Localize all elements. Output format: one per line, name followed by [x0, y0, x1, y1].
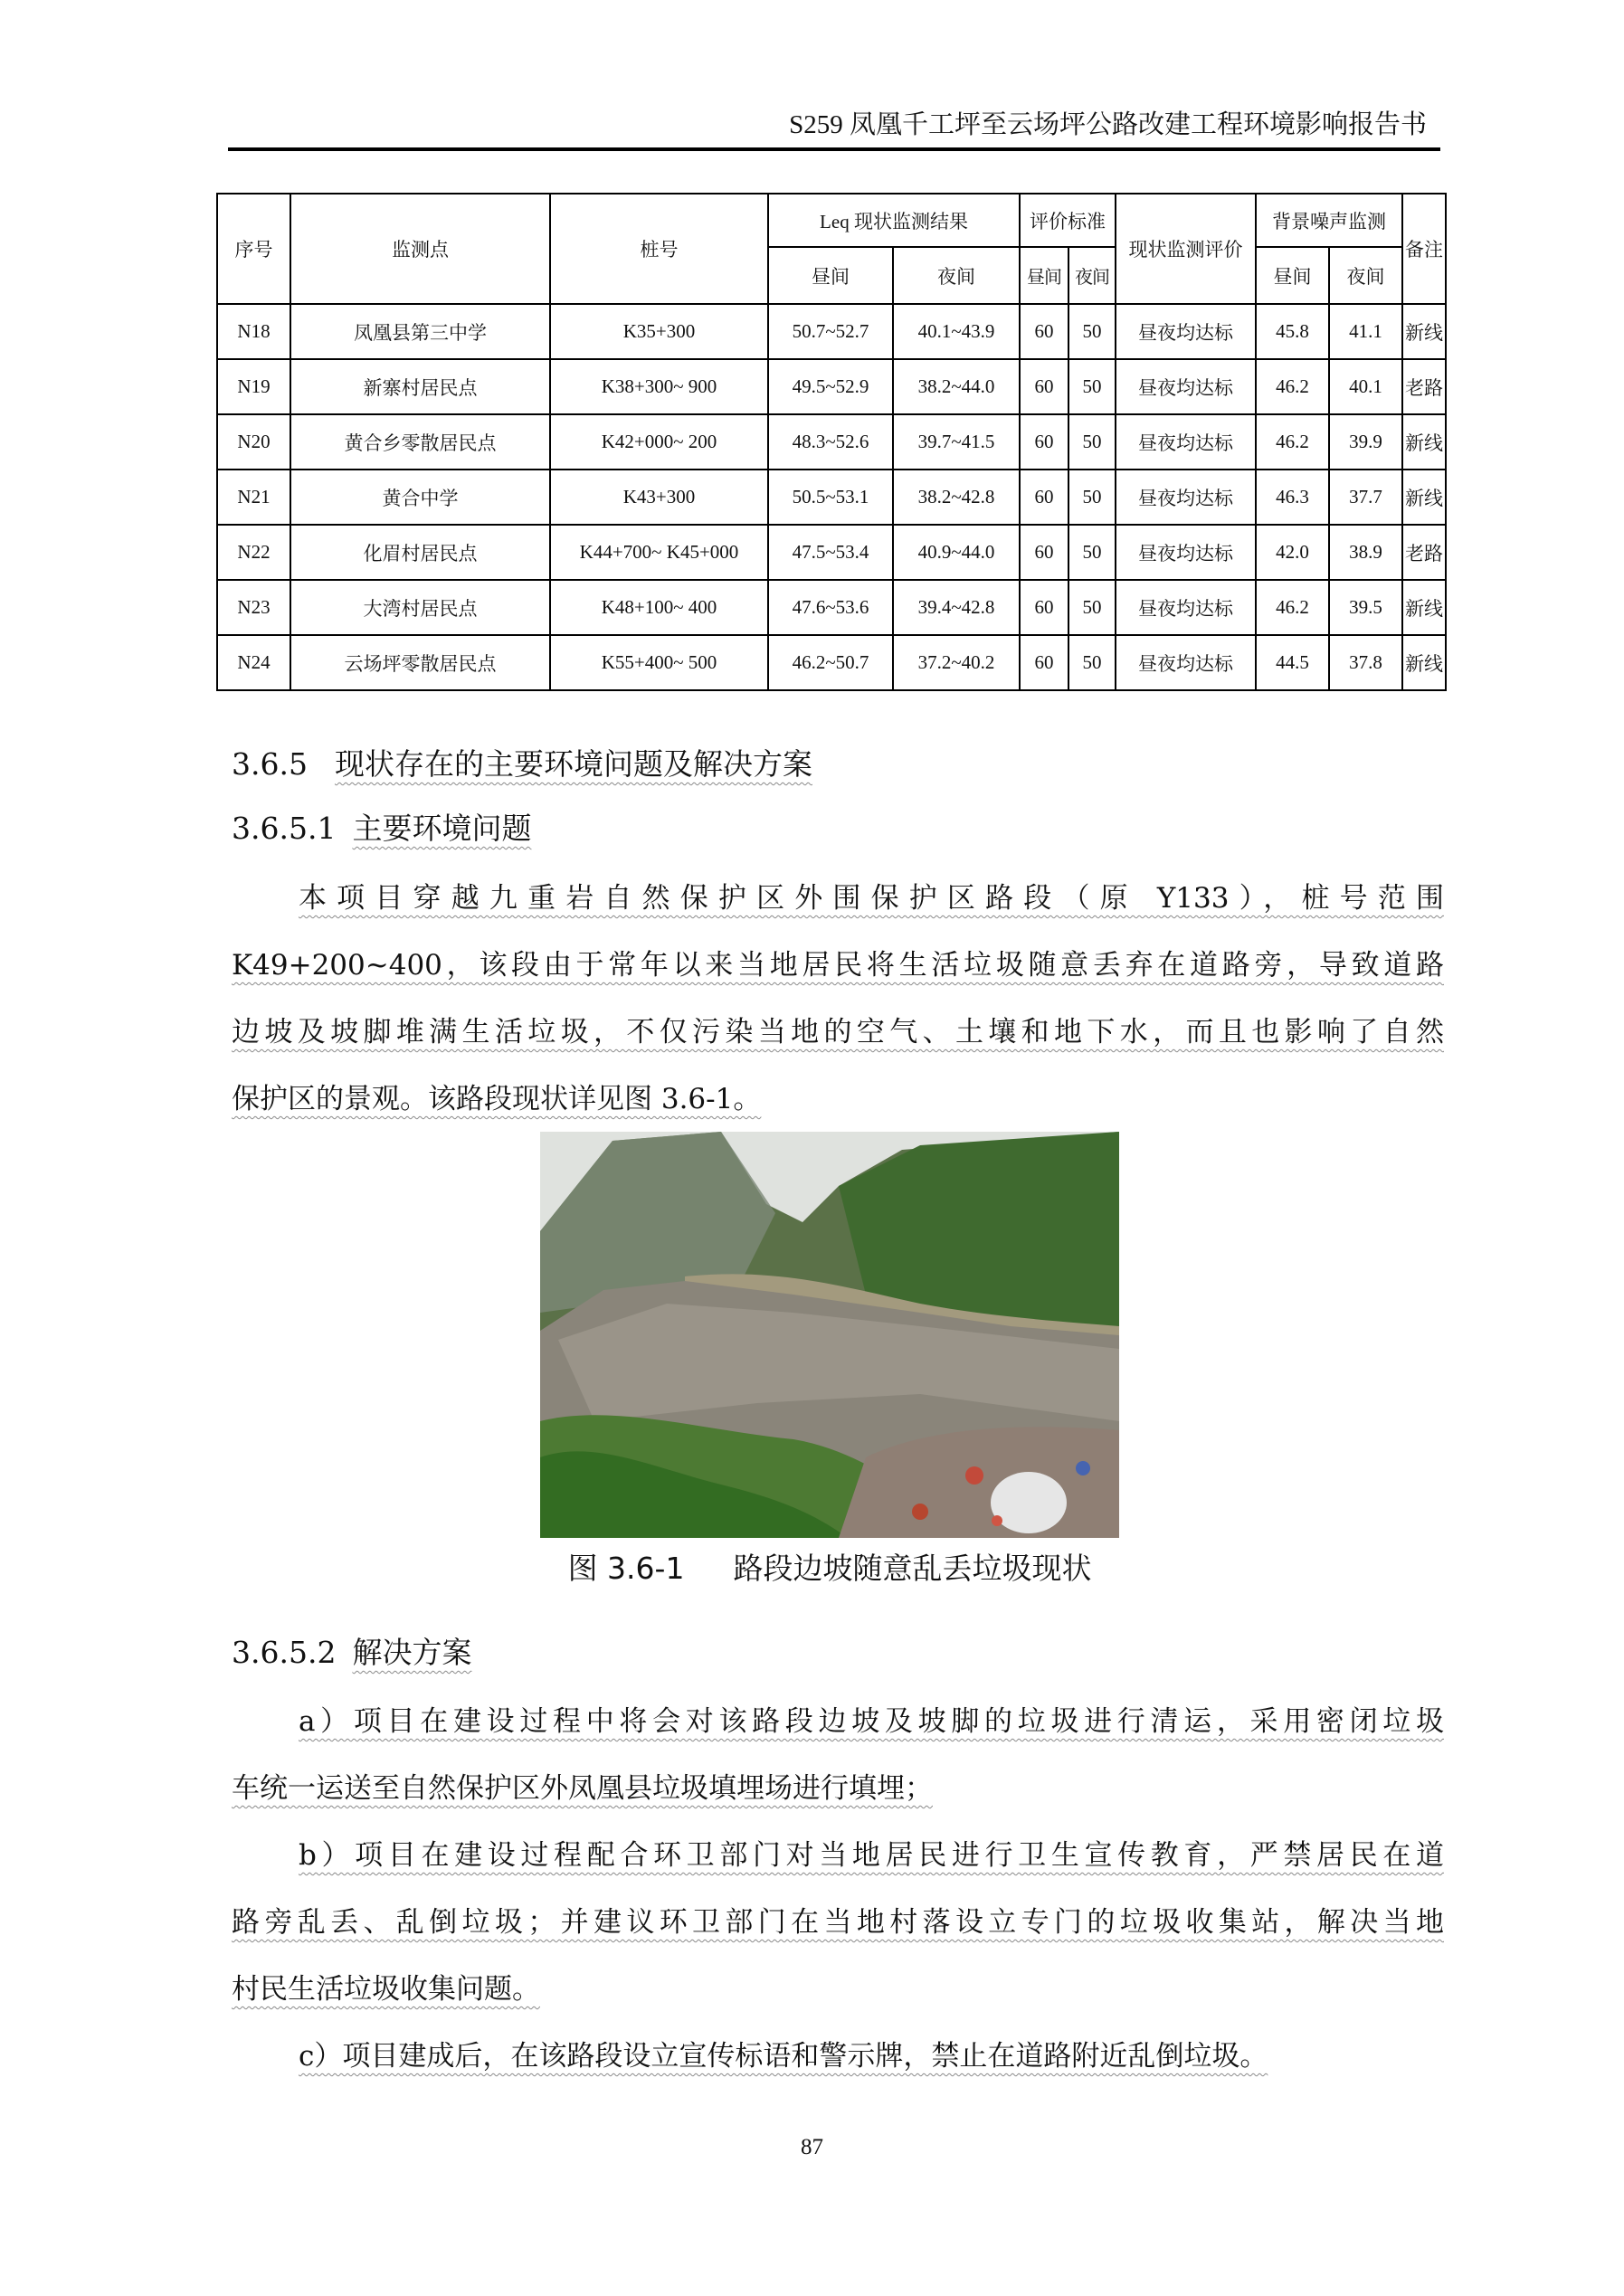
cell-std-day: 60 — [1020, 414, 1068, 470]
subsection-number: 3.6.5.1 — [232, 811, 337, 846]
cell-stake: K55+400~ 500 — [550, 635, 768, 690]
cell-std-night: 50 — [1068, 414, 1116, 470]
document-header-title: S259 凤凰千工坪至云场坪公路改建工程环境影响报告书 — [789, 110, 1427, 139]
cell-bg-day: 46.2 — [1256, 414, 1329, 470]
cell-stake: K44+700~ K45+000 — [550, 525, 768, 580]
cell-bg-day: 46.3 — [1256, 470, 1329, 525]
cell-std-night: 50 — [1068, 525, 1116, 580]
cell-remark: 老路 — [1402, 359, 1446, 414]
subheader-bg-day: 昼间 — [1256, 247, 1329, 304]
cell-point: 黄合中学 — [290, 470, 550, 525]
cell-stake: K38+300~ 900 — [550, 359, 768, 414]
cell-std-night: 50 — [1068, 580, 1116, 635]
cell-bg-night: 37.8 — [1329, 635, 1402, 690]
cell-bg-night: 40.1 — [1329, 359, 1402, 414]
header-rule — [228, 147, 1440, 151]
col-header-leq: Leq 现状监测结果 — [768, 194, 1020, 247]
cell-bg-night: 41.1 — [1329, 304, 1402, 359]
cell-bg-day: 46.2 — [1256, 359, 1329, 414]
noise-monitoring-table — [216, 193, 1447, 691]
cell-eval: 昼夜均达标 — [1116, 580, 1256, 635]
cell-id: N22 — [217, 525, 290, 580]
figure-caption — [540, 1549, 1119, 1589]
paragraph-main-problem — [232, 865, 1444, 1133]
cell-std-night: 50 — [1068, 635, 1116, 690]
cell-point: 云场坪零散居民点 — [290, 635, 550, 690]
cell-remark: 新线 — [1402, 470, 1446, 525]
cell-leq-day: 50.5~53.1 — [768, 470, 893, 525]
paragraph-line: 车统一运送至自然保护区外凤凰县垃圾填埋场进行填埋； — [232, 1772, 933, 1805]
cell-id: N19 — [217, 359, 290, 414]
col-header-standard: 评价标准 — [1020, 194, 1116, 247]
section-heading-3-6-5-2 — [232, 1633, 1444, 1673]
cell-point: 大湾村居民点 — [290, 580, 550, 635]
cell-leq-day: 46.2~50.7 — [768, 635, 893, 690]
cell-leq-night: 38.2~42.8 — [893, 470, 1020, 525]
solution-item-a — [232, 1688, 1444, 1822]
cell-leq-day: 49.5~52.9 — [768, 359, 893, 414]
cell-std-day: 60 — [1020, 525, 1068, 580]
figure-number: 图 3.6-1 — [567, 1551, 685, 1586]
paragraph-line: 边坡及坡脚堆满生活垃圾，不仅污染当地的空气、土壤和地下水，而且也影响了自然 — [232, 1016, 1444, 1048]
subsection-title: 主要环境问题 — [352, 811, 532, 846]
cell-bg-day: 46.2 — [1256, 580, 1329, 635]
subheader-leq-day: 昼间 — [768, 247, 893, 304]
cell-id: N23 — [217, 580, 290, 635]
subheader-bg-night: 夜间 — [1329, 247, 1402, 304]
paragraph-line: K49+200~400，该段由于常年以来当地居民将生活垃圾随意丢弃在道路旁，导致道路 — [232, 949, 1444, 982]
cell-remark: 新线 — [1402, 414, 1446, 470]
subheader-std-day: 昼间 — [1020, 247, 1068, 304]
cell-id: N18 — [217, 304, 290, 359]
cell-leq-night: 37.2~40.2 — [893, 635, 1020, 690]
table-row — [217, 525, 1446, 580]
paragraph-line: 保护区的景观。该路段现状详见图 3.6-1。 — [232, 1083, 762, 1115]
cell-leq-night: 40.1~43.9 — [893, 304, 1020, 359]
cell-id: N21 — [217, 470, 290, 525]
subsection-number: 3.6.5.2 — [232, 1635, 337, 1670]
cell-leq-night: 39.7~41.5 — [893, 414, 1020, 470]
col-header-seq: 序号 — [217, 194, 290, 304]
section-title: 现状存在的主要环境问题及解决方案 — [334, 746, 812, 782]
cell-eval: 昼夜均达标 — [1116, 635, 1256, 690]
cell-std-day: 60 — [1020, 359, 1068, 414]
paragraph-line: 村民生活垃圾收集问题。 — [232, 1973, 540, 2006]
cell-leq-night: 39.4~42.8 — [893, 580, 1020, 635]
cell-point: 凤凰县第三中学 — [290, 304, 550, 359]
cell-id: N20 — [217, 414, 290, 470]
cell-bg-night: 39.5 — [1329, 580, 1402, 635]
cell-std-night: 50 — [1068, 304, 1116, 359]
cell-id: N24 — [217, 635, 290, 690]
paragraph-line: a）项目在建设过程中将会对该路段边坡及坡脚的垃圾进行清运，采用密闭垃圾 — [299, 1705, 1444, 1738]
cell-eval: 昼夜均达标 — [1116, 525, 1256, 580]
cell-leq-day: 47.6~53.6 — [768, 580, 893, 635]
cell-bg-day: 42.0 — [1256, 525, 1329, 580]
col-header-background: 背景噪声监测 — [1256, 194, 1402, 247]
figure-title: 路段边坡随意乱丢垃圾现状 — [733, 1551, 1092, 1586]
cell-std-day: 60 — [1020, 470, 1068, 525]
subsection-title: 解决方案 — [352, 1635, 472, 1670]
cell-stake: K43+300 — [550, 470, 768, 525]
table-header-row — [217, 194, 1446, 247]
cell-point: 新寨村居民点 — [290, 359, 550, 414]
cell-leq-day: 47.5~53.4 — [768, 525, 893, 580]
figure-photo-roadside-garbage — [540, 1132, 1119, 1538]
cell-eval: 昼夜均达标 — [1116, 470, 1256, 525]
paragraph-line: 路旁乱丢、乱倒垃圾；并建议环卫部门在当地村落设立专门的垃圾收集站，解决当地 — [232, 1906, 1444, 1939]
cell-stake: K42+000~ 200 — [550, 414, 768, 470]
cell-std-night: 50 — [1068, 470, 1116, 525]
paragraph-line: c）项目建成后，在该路段设立宣传标语和警示牌，禁止在道路附近乱倒垃圾。 — [299, 2040, 1268, 2073]
solution-item-c — [232, 2023, 1444, 2090]
table-row — [217, 470, 1446, 525]
cell-eval: 昼夜均达标 — [1116, 359, 1256, 414]
cell-point: 黄合乡零散居民点 — [290, 414, 550, 470]
paragraph-line: b）项目在建设过程配合环卫部门对当地居民进行卫生宣传教育，严禁居民在道 — [299, 1839, 1444, 1872]
cell-std-day: 60 — [1020, 304, 1068, 359]
paragraph-line: 本项目穿越九重岩自然保护区外围保护区路段（原 Y133），桩号范围 — [299, 882, 1444, 915]
cell-eval: 昼夜均达标 — [1116, 414, 1256, 470]
table-row — [217, 414, 1446, 470]
cell-leq-night: 38.2~44.0 — [893, 359, 1020, 414]
photo-illustration — [540, 1132, 1119, 1538]
cell-bg-night: 37.7 — [1329, 470, 1402, 525]
subheader-std-night: 夜间 — [1068, 247, 1116, 304]
section-heading-3-6-5-1 — [232, 809, 1444, 849]
cell-remark: 老路 — [1402, 525, 1446, 580]
col-header-stake: 桩号 — [550, 194, 768, 304]
table-row — [217, 359, 1446, 414]
cell-remark: 新线 — [1402, 580, 1446, 635]
cell-leq-night: 40.9~44.0 — [893, 525, 1020, 580]
col-header-remark: 备注 — [1402, 194, 1446, 304]
cell-bg-night: 39.9 — [1329, 414, 1402, 470]
cell-leq-day: 48.3~52.6 — [768, 414, 893, 470]
page-number: 87 — [801, 2135, 823, 2159]
solution-item-b — [232, 1822, 1444, 2023]
col-header-point: 监测点 — [290, 194, 550, 304]
cell-bg-day: 45.8 — [1256, 304, 1329, 359]
cell-remark: 新线 — [1402, 635, 1446, 690]
table-row — [217, 580, 1446, 635]
cell-std-day: 60 — [1020, 635, 1068, 690]
section-number: 3.6.5 — [232, 746, 308, 782]
table-row — [217, 635, 1446, 690]
col-header-evaluation: 现状监测评价 — [1116, 194, 1256, 304]
cell-eval: 昼夜均达标 — [1116, 304, 1256, 359]
cell-point: 化眉村居民点 — [290, 525, 550, 580]
cell-remark: 新线 — [1402, 304, 1446, 359]
table-row — [217, 304, 1446, 359]
cell-std-night: 50 — [1068, 359, 1116, 414]
cell-std-day: 60 — [1020, 580, 1068, 635]
cell-stake: K35+300 — [550, 304, 768, 359]
cell-leq-day: 50.7~52.7 — [768, 304, 893, 359]
cell-bg-day: 44.5 — [1256, 635, 1329, 690]
subheader-leq-night: 夜间 — [893, 247, 1020, 304]
cell-bg-night: 38.9 — [1329, 525, 1402, 580]
cell-stake: K48+100~ 400 — [550, 580, 768, 635]
section-heading-3-6-5 — [232, 745, 1444, 784]
